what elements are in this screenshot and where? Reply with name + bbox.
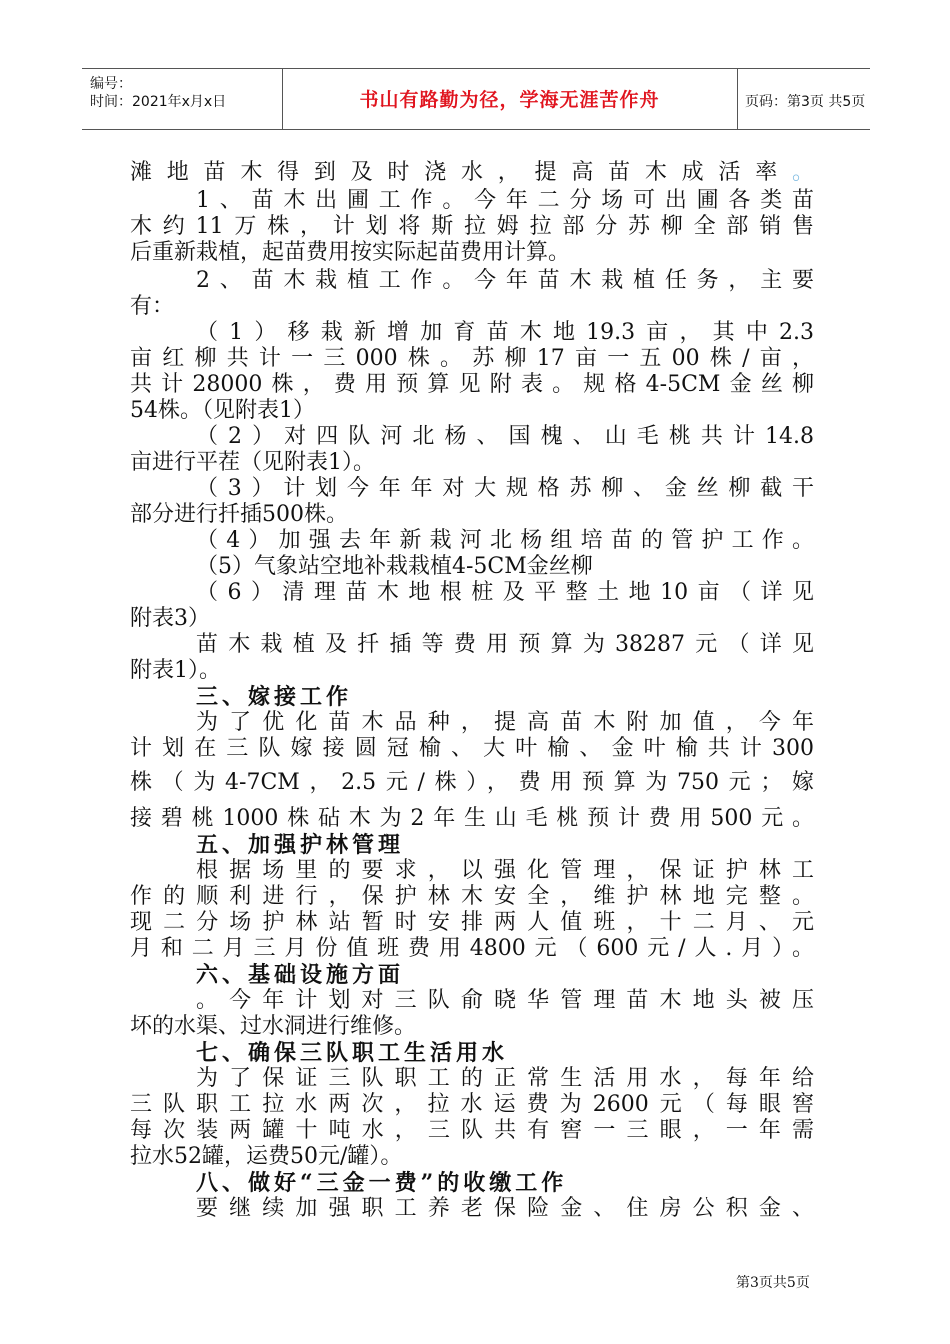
text-line: 为了保证三队职工的正常生活用水，每年给 [196,1066,814,1091]
text-line: 坏的水渠、过水洞进行维修。 [130,1014,417,1039]
text-line: 根据场里的要求，以强化管理，保证护林工 [196,858,814,883]
text-line: 部分进行扦插500株。 [130,502,348,527]
text-line: 有： [130,294,175,319]
text-line: （6）清理苗木地根桩及平整土地10亩（详见 [196,580,814,605]
text-line: 株（为4-7CM，2.5元/株），费用预算为750元；嫁 [130,770,814,795]
text-line: 拉水52罐，运费50元/罐）。 [130,1144,403,1169]
text-line: 滩地苗木得到及时浇水，提高苗木成活率。 [130,160,814,185]
text-line: 附表3） [130,606,210,631]
section-heading: 八、做好“三金一费”的收缴工作 [196,1170,568,1196]
text-line: 后重新栽植，起苗费用按实际起苗费用计算。 [130,240,571,265]
text-line: 作的顺利进行，保护林木安全，维护林地完整。 [130,884,814,909]
text-line: 木约11万株，计划将斯拉姆拉部分苏柳全部销售 [130,214,814,239]
text-line: 三队职工拉水两次，拉水运费为2600元（每眼窖 [130,1092,814,1117]
text-line: 为了优化苗木品种，提高苗木附加值，今年 [196,710,814,735]
text-line: 。今年计划对三队俞晓华管理苗木地头被压 [196,988,814,1013]
text-line: 月和二月三月份值班费用4800元（600元/人.月）。 [130,936,814,961]
text-line: 54株。（见附表1） [130,398,315,423]
footer-page-number: 第3页共5页 [736,1275,810,1291]
section-heading: 六、基础设施方面 [196,962,405,988]
text-line: 2、苗木栽植工作。今年苗木栽植任务，主要 [196,268,814,293]
text-line: 附表1）。 [130,658,221,683]
section-heading: 五、加强护林管理 [196,832,405,858]
text-line: 要继续加强职工养老保险金、住房公积金、 [196,1196,814,1221]
text-line: 接碧桃1000株砧木为2年生山毛桃预计费用500元。 [130,806,814,831]
text-line: 共计28000株，费用预算见附表。规格4-5CM金丝柳 [130,372,814,397]
text-line: 亩进行平茬（见附表1）。 [130,450,375,475]
header-page-number: 页码：第3页 共5页 [745,94,866,110]
text-line: 每次装两罐十吨水，三队共有窖一三眼，一年需 [130,1118,814,1143]
text-line: （5）气象站空地补栽栽植4-5CM金丝柳 [196,554,593,579]
section-heading: 七、确保三队职工生活用水 [196,1040,509,1066]
serial-number-label: 编号： [90,76,132,92]
date-label: 时间：2021年x月x日 [90,94,227,110]
text-line: 亩红柳共计一三000株。苏柳17亩一五00株/亩， [130,346,814,371]
text-line: 计划在三队嫁接圆冠榆、大叶榆、金叶榆共计300 [130,736,814,761]
motto-text: 书山有路勤为径，学海无涯苦作舟 [359,89,660,111]
text-line: （4）加强去年新栽河北杨组培苗的管护工作。 [196,528,814,553]
text-line: （1）移栽新增加育苗木地19.3亩，其中2.3 [196,320,814,345]
text-line: 苗木栽植及扦插等费用预算为38287元（详见 [196,632,814,657]
section-heading: 三、嫁接工作 [196,684,353,710]
text-line: 现二分场护林站暂时安排两人值班，十二月、元 [130,910,814,935]
text-line: （3）计划今年年对大规格苏柳、金丝柳截干 [196,476,814,501]
text-line: （2）对四队河北杨、国槐、山毛桃共计14.8 [196,424,814,449]
text-line: 1、苗木出圃工作。今年二分场可出圃各类苗 [196,188,814,213]
